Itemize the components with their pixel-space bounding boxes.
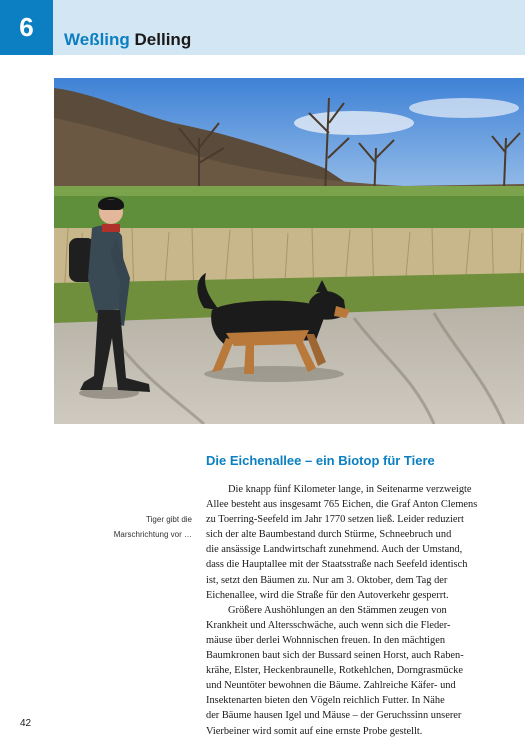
page-header xyxy=(0,0,525,55)
text-line: die ansässige Landwirtschaft zunehmend. Auch der Umstand, xyxy=(206,544,463,556)
photo-caption xyxy=(82,512,192,542)
page-number: 42 xyxy=(20,718,32,729)
text-line: Größere Aushöhlungen an den Stämmen zeugen von xyxy=(228,604,447,616)
text-line: Allee besteht aus insgesamt 765 Eichen, die Graf Anton Clemens xyxy=(206,499,478,511)
text-line: Baumkronen baut sich der Bussard seinen Horst, auch Raben- xyxy=(206,650,464,662)
chapter-number: 6 xyxy=(19,12,34,42)
photo-woman-walking-dog xyxy=(54,78,524,424)
text-line: Die knapp fünf Kilometer lange, in Seitenarme verzweigte xyxy=(228,484,472,495)
text-line: Eichenallee, wird die Straße für den Autoverkehr gesperrt. xyxy=(206,589,449,601)
caption-line: Tiger gibt die xyxy=(146,515,192,524)
text-line: der Bäume hausen Igel und Mäuse – der Geruchssinn unserer xyxy=(206,710,462,722)
header-place-main: Weßling xyxy=(64,30,130,49)
chapter-badge xyxy=(0,0,53,55)
header-place-sub: Delling xyxy=(134,30,192,49)
text-line: mäuse über derlei Wohnnischen freuen. In den mächtigen xyxy=(206,634,446,646)
text-line: dass die Hauptallee mit der Staatsstraße nach Seefeld identisch xyxy=(206,559,468,571)
text-line: zu Toerring-Seefeld im Jahr 1770 setzen ließ. Leider reduziert xyxy=(206,514,464,526)
article-body xyxy=(206,482,478,739)
header-title xyxy=(64,30,191,50)
article-paragraph xyxy=(206,482,478,603)
text-line: Krankheit und Altersschwäche, auch wenn sich die Fleder- xyxy=(206,619,451,631)
text-line: ist, setzt den Bäumen zu. Nur am 3. Oktober, dem Tag der xyxy=(206,574,448,586)
text-line: Vierbeiner wird somit auf eine ernste Probe gestellt. xyxy=(206,725,423,737)
text-line: krähe, Elster, Heckenbraunelle, Rotkehlchen, Dorngrasmücke xyxy=(206,665,463,677)
article-heading: Die Eichenallee – ein Biotop für Tiere xyxy=(206,453,435,468)
text-line: und Neuntöter bewohnen die Bäume. Zahlreiche Käfer- und xyxy=(206,680,456,692)
article-paragraph xyxy=(206,603,478,739)
photo-illustration xyxy=(54,78,524,424)
caption-line: Marschrichtung vor … xyxy=(113,530,192,539)
text-line: sich der alte Baumbestand durch Stürme, Schneebruch und xyxy=(206,529,452,541)
text-line: Insektenarten bieten den Vögeln reichlich Futter. In Nähe xyxy=(206,695,445,707)
